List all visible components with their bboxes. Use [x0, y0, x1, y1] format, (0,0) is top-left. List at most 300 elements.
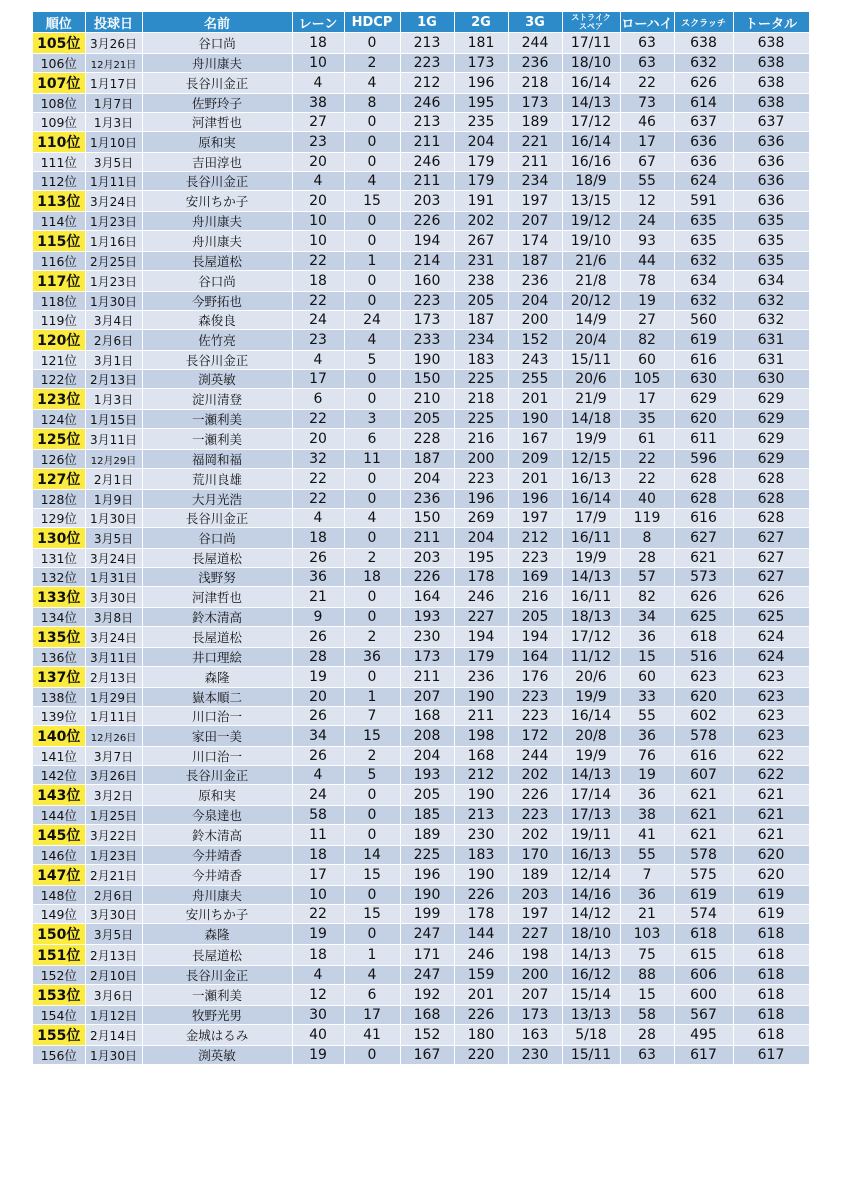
strike-spare-cell: 16/11 — [562, 587, 620, 608]
name-cell: 森俊良 — [142, 311, 292, 330]
game3-cell: 176 — [508, 667, 562, 688]
lane-cell: 19 — [292, 667, 344, 688]
game2-cell: 225 — [454, 410, 508, 429]
game1-cell: 187 — [400, 450, 454, 469]
game3-cell: 212 — [508, 528, 562, 549]
strike-spare-cell: 19/11 — [562, 825, 620, 846]
date-cell: 2月25日 — [85, 252, 142, 271]
name-cell: 吉田淳也 — [142, 153, 292, 172]
date-cell: 3月11日 — [85, 648, 142, 667]
rank-cell: 116位 — [33, 252, 85, 271]
low-high-cell: 17 — [620, 389, 674, 410]
name-cell: 渕英敏 — [142, 370, 292, 389]
strike-spare-cell: 16/14 — [562, 707, 620, 726]
scratch-cell: 624 — [674, 172, 733, 191]
date-cell: 3月1日 — [85, 351, 142, 370]
game2-cell: 191 — [454, 191, 508, 212]
name-cell: 川口治一 — [142, 707, 292, 726]
table-row — [33, 726, 809, 747]
game3-cell: 223 — [508, 688, 562, 707]
rank-cell: 127位 — [33, 469, 85, 490]
game3-cell: 207 — [508, 212, 562, 231]
name-cell: 長屋道松 — [142, 627, 292, 648]
rank-cell: 119位 — [33, 311, 85, 330]
game3-cell: 221 — [508, 132, 562, 153]
low-high-cell: 67 — [620, 153, 674, 172]
strike-spare-cell: 19/9 — [562, 688, 620, 707]
low-high-cell: 88 — [620, 966, 674, 985]
game2-cell: 204 — [454, 132, 508, 153]
rank-cell: 146位 — [33, 846, 85, 865]
strike-spare-cell: 12/14 — [562, 865, 620, 886]
game2-cell: 180 — [454, 1025, 508, 1046]
game1-cell: 226 — [400, 212, 454, 231]
low-high-cell: 24 — [620, 212, 674, 231]
lane-cell: 28 — [292, 648, 344, 667]
lane-cell: 17 — [292, 370, 344, 389]
header-scratch: スクラッチ — [674, 12, 733, 33]
game2-cell: 195 — [454, 94, 508, 113]
game3-cell: 211 — [508, 153, 562, 172]
game3-cell: 187 — [508, 252, 562, 271]
game2-cell: 200 — [454, 450, 508, 469]
game2-cell: 204 — [454, 528, 508, 549]
game2-cell: 216 — [454, 429, 508, 450]
hdcp-cell: 0 — [344, 271, 400, 292]
strike-spare-cell: 20/4 — [562, 330, 620, 351]
game3-cell: 204 — [508, 292, 562, 311]
name-cell: 家田一美 — [142, 726, 292, 747]
game1-cell: 211 — [400, 172, 454, 191]
name-cell: 今井靖香 — [142, 865, 292, 886]
table-row — [33, 846, 809, 865]
rank-cell: 155位 — [33, 1025, 85, 1046]
rank-cell: 115位 — [33, 231, 85, 252]
hdcp-cell: 0 — [344, 806, 400, 825]
hdcp-cell: 18 — [344, 568, 400, 587]
date-cell: 3月11日 — [85, 429, 142, 450]
date-cell: 3月5日 — [85, 153, 142, 172]
name-cell: 佐竹亮 — [142, 330, 292, 351]
total-cell: 628 — [733, 490, 809, 509]
strike-spare-cell: 16/12 — [562, 966, 620, 985]
rank-cell: 150位 — [33, 924, 85, 945]
scratch-cell: 618 — [674, 924, 733, 945]
lane-cell: 32 — [292, 450, 344, 469]
ranking-table — [33, 12, 810, 1065]
scratch-cell: 616 — [674, 351, 733, 370]
game2-cell: 202 — [454, 212, 508, 231]
strike-spare-cell: 19/9 — [562, 549, 620, 568]
table-row — [33, 707, 809, 726]
game1-cell: 194 — [400, 231, 454, 252]
rank-cell: 105位 — [33, 33, 85, 54]
scratch-cell: 495 — [674, 1025, 733, 1046]
table-row — [33, 172, 809, 191]
date-cell: 1月10日 — [85, 132, 142, 153]
hdcp-cell: 5 — [344, 766, 400, 785]
date-cell: 1月23日 — [85, 271, 142, 292]
game3-cell: 201 — [508, 469, 562, 490]
rank-cell: 154位 — [33, 1006, 85, 1025]
scratch-cell: 619 — [674, 886, 733, 905]
game1-cell: 192 — [400, 985, 454, 1006]
strike-spare-cell: 16/16 — [562, 153, 620, 172]
date-cell: 12月21日 — [85, 54, 142, 73]
strike-spare-cell: 14/13 — [562, 945, 620, 966]
scratch-cell: 632 — [674, 252, 733, 271]
date-cell: 1月30日 — [85, 509, 142, 528]
game1-cell: 247 — [400, 924, 454, 945]
total-cell: 620 — [733, 846, 809, 865]
game2-cell: 213 — [454, 806, 508, 825]
low-high-cell: 22 — [620, 73, 674, 94]
low-high-cell: 15 — [620, 648, 674, 667]
rank-cell: 143位 — [33, 785, 85, 806]
game1-cell: 207 — [400, 688, 454, 707]
hdcp-cell: 1 — [344, 688, 400, 707]
lane-cell: 10 — [292, 886, 344, 905]
total-cell: 634 — [733, 271, 809, 292]
table-row — [33, 688, 809, 707]
strike-spare-cell: 19/9 — [562, 747, 620, 766]
date-cell: 3月24日 — [85, 549, 142, 568]
name-cell: 舟川康夫 — [142, 54, 292, 73]
low-high-cell: 17 — [620, 132, 674, 153]
total-cell: 631 — [733, 351, 809, 370]
rank-cell: 122位 — [33, 370, 85, 389]
scratch-cell: 637 — [674, 113, 733, 132]
hdcp-cell: 2 — [344, 627, 400, 648]
total-cell: 628 — [733, 509, 809, 528]
low-high-cell: 44 — [620, 252, 674, 271]
lane-cell: 22 — [292, 469, 344, 490]
game1-cell: 190 — [400, 886, 454, 905]
total-cell: 629 — [733, 429, 809, 450]
game1-cell: 226 — [400, 568, 454, 587]
lane-cell: 58 — [292, 806, 344, 825]
lane-cell: 4 — [292, 351, 344, 370]
game3-cell: 197 — [508, 191, 562, 212]
table-row — [33, 94, 809, 113]
hdcp-cell: 0 — [344, 33, 400, 54]
strike-spare-cell: 12/15 — [562, 450, 620, 469]
table-row — [33, 490, 809, 509]
game1-cell: 223 — [400, 292, 454, 311]
game1-cell: 212 — [400, 73, 454, 94]
scratch-cell: 620 — [674, 688, 733, 707]
hdcp-cell: 0 — [344, 924, 400, 945]
total-cell: 629 — [733, 450, 809, 469]
game2-cell: 190 — [454, 785, 508, 806]
hdcp-cell: 4 — [344, 172, 400, 191]
table-row — [33, 132, 809, 153]
header-total: トータル — [733, 12, 809, 33]
game2-cell: 226 — [454, 1006, 508, 1025]
strike-spare-cell: 18/10 — [562, 924, 620, 945]
strike-spare-cell: 16/14 — [562, 490, 620, 509]
hdcp-cell: 14 — [344, 846, 400, 865]
game2-cell: 178 — [454, 568, 508, 587]
lane-cell: 24 — [292, 785, 344, 806]
rank-cell: 153位 — [33, 985, 85, 1006]
strike-spare-cell: 16/14 — [562, 132, 620, 153]
scratch-cell: 626 — [674, 587, 733, 608]
rank-cell: 129位 — [33, 509, 85, 528]
scratch-cell: 621 — [674, 806, 733, 825]
game1-cell: 171 — [400, 945, 454, 966]
hdcp-cell: 1 — [344, 252, 400, 271]
low-high-cell: 34 — [620, 608, 674, 627]
game3-cell: 223 — [508, 806, 562, 825]
game2-cell: 173 — [454, 54, 508, 73]
rank-cell: 126位 — [33, 450, 85, 469]
total-cell: 623 — [733, 667, 809, 688]
hdcp-cell: 4 — [344, 330, 400, 351]
low-high-cell: 41 — [620, 825, 674, 846]
scratch-cell: 578 — [674, 726, 733, 747]
lane-cell: 26 — [292, 549, 344, 568]
game1-cell: 160 — [400, 271, 454, 292]
strike-spare-cell: 15/14 — [562, 985, 620, 1006]
total-cell: 631 — [733, 330, 809, 351]
strike-spare-cell: 17/14 — [562, 785, 620, 806]
name-cell: 安川ちか子 — [142, 191, 292, 212]
game3-cell: 202 — [508, 825, 562, 846]
table-row — [33, 33, 809, 54]
strike-spare-cell: 16/13 — [562, 469, 620, 490]
name-cell: 淀川清登 — [142, 389, 292, 410]
game3-cell: 205 — [508, 608, 562, 627]
lane-cell: 19 — [292, 1046, 344, 1065]
name-cell: 長谷川金正 — [142, 351, 292, 370]
strike-spare-cell: 16/11 — [562, 528, 620, 549]
low-high-cell: 40 — [620, 490, 674, 509]
game2-cell: 246 — [454, 587, 508, 608]
game1-cell: 236 — [400, 490, 454, 509]
game1-cell: 213 — [400, 33, 454, 54]
scratch-cell: 617 — [674, 1046, 733, 1065]
date-cell: 3月22日 — [85, 825, 142, 846]
total-cell: 621 — [733, 806, 809, 825]
game3-cell: 190 — [508, 410, 562, 429]
lane-cell: 38 — [292, 94, 344, 113]
scratch-cell: 614 — [674, 94, 733, 113]
scratch-cell: 620 — [674, 410, 733, 429]
name-cell: 荒川良雄 — [142, 469, 292, 490]
hdcp-cell: 2 — [344, 747, 400, 766]
low-high-cell: 22 — [620, 450, 674, 469]
scratch-cell: 623 — [674, 667, 733, 688]
table-row — [33, 292, 809, 311]
scratch-cell: 621 — [674, 825, 733, 846]
hdcp-cell: 0 — [344, 667, 400, 688]
rank-cell: 111位 — [33, 153, 85, 172]
date-cell: 1月23日 — [85, 846, 142, 865]
rank-cell: 107位 — [33, 73, 85, 94]
strike-spare-cell: 20/6 — [562, 370, 620, 389]
lane-cell: 17 — [292, 865, 344, 886]
name-cell: 森隆 — [142, 667, 292, 688]
game1-cell: 164 — [400, 587, 454, 608]
date-cell: 3月5日 — [85, 924, 142, 945]
table-row — [33, 271, 809, 292]
game1-cell: 168 — [400, 707, 454, 726]
strike-spare-cell: 19/9 — [562, 429, 620, 450]
name-cell: 鈴木清高 — [142, 608, 292, 627]
total-cell: 618 — [733, 924, 809, 945]
table-row — [33, 966, 809, 985]
total-cell: 638 — [733, 33, 809, 54]
date-cell: 3月2日 — [85, 785, 142, 806]
total-cell: 629 — [733, 389, 809, 410]
game2-cell: 196 — [454, 490, 508, 509]
strike-spare-cell: 20/8 — [562, 726, 620, 747]
hdcp-cell: 0 — [344, 608, 400, 627]
hdcp-cell: 36 — [344, 648, 400, 667]
rank-cell: 121位 — [33, 351, 85, 370]
lane-cell: 4 — [292, 172, 344, 191]
hdcp-cell: 1 — [344, 945, 400, 966]
table-row — [33, 825, 809, 846]
game1-cell: 150 — [400, 509, 454, 528]
scratch-cell: 629 — [674, 389, 733, 410]
table-row — [33, 587, 809, 608]
game2-cell: 267 — [454, 231, 508, 252]
hdcp-cell: 2 — [344, 54, 400, 73]
game2-cell: 201 — [454, 985, 508, 1006]
game2-cell: 211 — [454, 707, 508, 726]
lane-cell: 24 — [292, 311, 344, 330]
rank-cell: 108位 — [33, 94, 85, 113]
game1-cell: 173 — [400, 648, 454, 667]
lane-cell: 26 — [292, 627, 344, 648]
game3-cell: 164 — [508, 648, 562, 667]
low-high-cell: 103 — [620, 924, 674, 945]
rank-cell: 139位 — [33, 707, 85, 726]
total-cell: 636 — [733, 153, 809, 172]
table-row — [33, 608, 809, 627]
strike-spare-cell: 14/13 — [562, 766, 620, 785]
low-high-cell: 19 — [620, 766, 674, 785]
total-cell: 630 — [733, 370, 809, 389]
game3-cell: 173 — [508, 94, 562, 113]
total-cell: 628 — [733, 469, 809, 490]
date-cell: 1月31日 — [85, 568, 142, 587]
scratch-cell: 567 — [674, 1006, 733, 1025]
hdcp-cell: 3 — [344, 410, 400, 429]
game1-cell: 246 — [400, 94, 454, 113]
low-high-cell: 76 — [620, 747, 674, 766]
game3-cell: 227 — [508, 924, 562, 945]
strike-spare-cell: 14/13 — [562, 94, 620, 113]
strike-spare-cell: 15/11 — [562, 351, 620, 370]
scratch-cell: 635 — [674, 212, 733, 231]
lane-cell: 9 — [292, 608, 344, 627]
table-row — [33, 1046, 809, 1065]
low-high-cell: 22 — [620, 469, 674, 490]
date-cell: 3月5日 — [85, 528, 142, 549]
low-high-cell: 63 — [620, 1046, 674, 1065]
lane-cell: 36 — [292, 568, 344, 587]
name-cell: 長谷川金正 — [142, 509, 292, 528]
game3-cell: 236 — [508, 54, 562, 73]
date-cell: 2月10日 — [85, 966, 142, 985]
lane-cell: 21 — [292, 587, 344, 608]
game1-cell: 199 — [400, 905, 454, 924]
game3-cell: 244 — [508, 33, 562, 54]
hdcp-cell: 0 — [344, 389, 400, 410]
table-row — [33, 1025, 809, 1046]
game3-cell: 230 — [508, 1046, 562, 1065]
lane-cell: 22 — [292, 252, 344, 271]
hdcp-cell: 4 — [344, 966, 400, 985]
low-high-cell: 75 — [620, 945, 674, 966]
scratch-cell: 630 — [674, 370, 733, 389]
low-high-cell: 27 — [620, 311, 674, 330]
hdcp-cell: 15 — [344, 865, 400, 886]
total-cell: 632 — [733, 311, 809, 330]
name-cell: 安川ちか子 — [142, 905, 292, 924]
strike-spare-cell: 17/12 — [562, 113, 620, 132]
rank-cell: 118位 — [33, 292, 85, 311]
total-cell: 618 — [733, 945, 809, 966]
table-row — [33, 924, 809, 945]
name-cell: 今野拓也 — [142, 292, 292, 311]
strike-spare-cell: 21/9 — [562, 389, 620, 410]
table-row — [33, 410, 809, 429]
strike-spare-cell: 19/12 — [562, 212, 620, 231]
game1-cell: 214 — [400, 252, 454, 271]
table-row — [33, 330, 809, 351]
table-row — [33, 54, 809, 73]
scratch-cell: 573 — [674, 568, 733, 587]
scratch-cell: 616 — [674, 747, 733, 766]
rank-cell: 125位 — [33, 429, 85, 450]
game3-cell: 243 — [508, 351, 562, 370]
game2-cell: 179 — [454, 648, 508, 667]
strike-spare-cell: 16/14 — [562, 73, 620, 94]
game2-cell: 234 — [454, 330, 508, 351]
low-high-cell: 119 — [620, 509, 674, 528]
low-high-cell: 33 — [620, 688, 674, 707]
rank-cell: 156位 — [33, 1046, 85, 1065]
low-high-cell: 12 — [620, 191, 674, 212]
game3-cell: 189 — [508, 865, 562, 886]
scratch-cell: 606 — [674, 966, 733, 985]
total-cell: 632 — [733, 292, 809, 311]
scratch-cell: 596 — [674, 450, 733, 469]
table-row — [33, 568, 809, 587]
date-cell: 1月3日 — [85, 113, 142, 132]
date-cell: 3月24日 — [85, 191, 142, 212]
name-cell: 一瀬利美 — [142, 429, 292, 450]
rank-cell: 131位 — [33, 549, 85, 568]
table-row — [33, 429, 809, 450]
low-high-cell: 36 — [620, 726, 674, 747]
total-cell: 624 — [733, 627, 809, 648]
total-cell: 619 — [733, 886, 809, 905]
game1-cell: 213 — [400, 113, 454, 132]
total-cell: 621 — [733, 785, 809, 806]
game2-cell: 196 — [454, 73, 508, 94]
scratch-cell: 626 — [674, 73, 733, 94]
game2-cell: 269 — [454, 509, 508, 528]
name-cell: 浅野努 — [142, 568, 292, 587]
game1-cell: 168 — [400, 1006, 454, 1025]
game3-cell: 152 — [508, 330, 562, 351]
table-row — [33, 113, 809, 132]
